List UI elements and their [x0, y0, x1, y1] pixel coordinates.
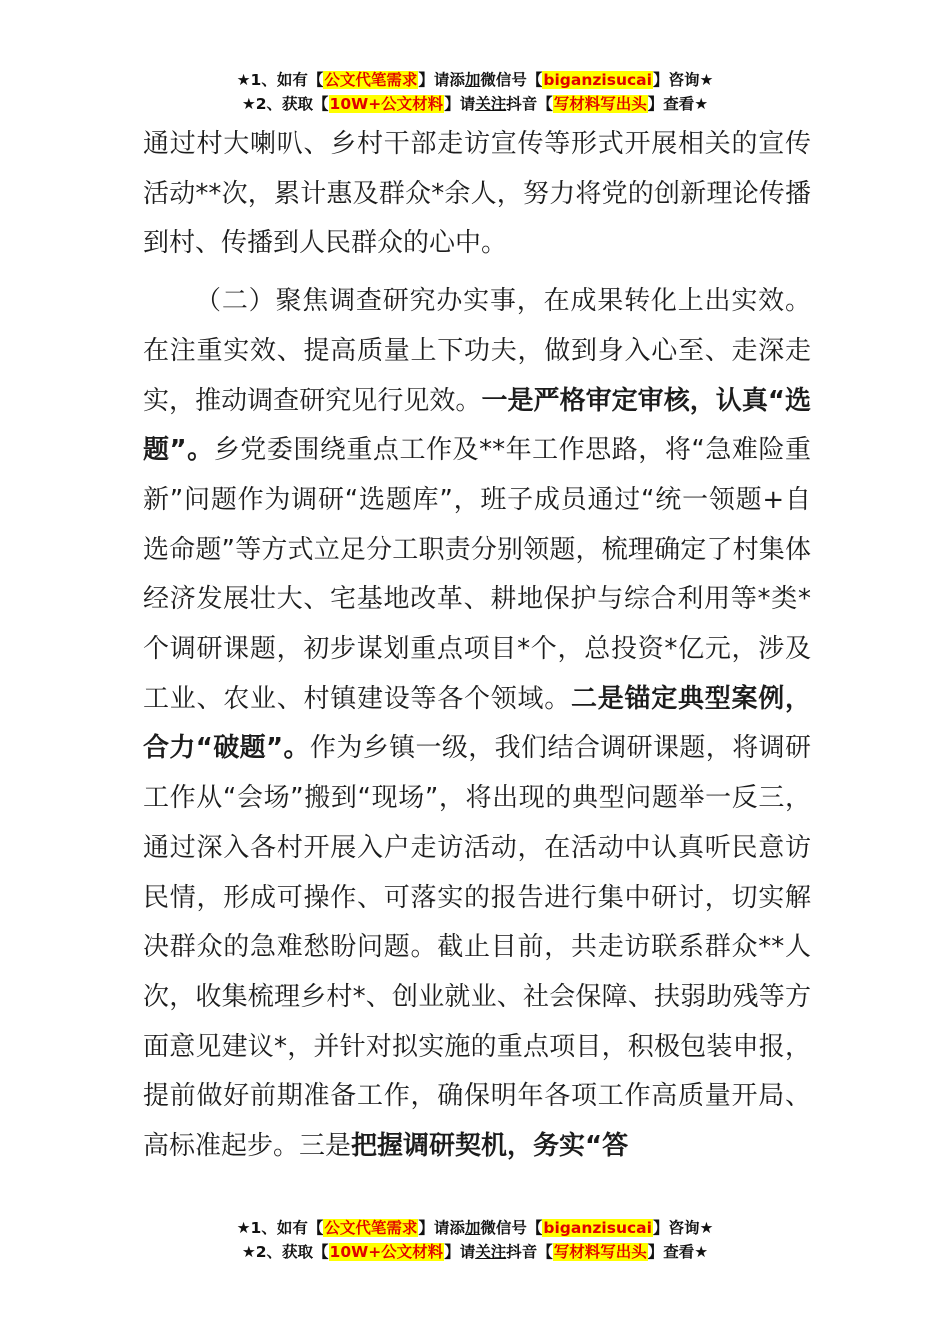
banner-text: 微信号【: [480, 1219, 543, 1237]
highlight-service: 公文代笔需求: [324, 71, 418, 89]
banner-line-1: [0, 68, 950, 92]
paragraph-text: 作为乡镇一级，我们结合调研课题，将调研工作从“会场”搬到“现场”，将出现的典型问题举一反三，通过深入各村开展入户走访活动，在活动中认真听民意访民情，形成可操作、可落实的报告进行集中研讨，切实解决群众的急难愁盼问题。截止目前，共走访联系群众**人次，收集梳理乡村*、创业就业、社会保障、扶弱助残等方面意见建议*，并针对拟实施的重点项目，积极包装申报，提前做好前期准备工作，确保明年各项工作高质量开局、高标准起步。: [143, 733, 811, 1162]
highlight-materials: 10W+公文材料: [329, 95, 444, 113]
highlight-douyin: 写材料写出头: [553, 95, 647, 113]
paragraph-text: 三是: [299, 1131, 352, 1162]
highlight-materials: 10W+公文材料: [329, 1243, 444, 1261]
banner-text: 】请添: [418, 71, 465, 89]
banner-text: 】咨询★: [652, 71, 714, 89]
banner-underlined-text: 加: [464, 1219, 481, 1237]
banner-text: ★1、如有【: [236, 71, 324, 89]
banner-text: ★2、获取【: [241, 1243, 329, 1261]
banner-text: 】查看★: [647, 95, 709, 113]
banner-text: 抖音【: [506, 95, 553, 113]
banner-text: 】请: [444, 1243, 476, 1261]
banner-line-1: [0, 1216, 950, 1240]
banner-text: 】查看★: [647, 1243, 709, 1261]
bold-heading: 把握调研契机，务实“答: [351, 1131, 629, 1162]
highlight-service: 公文代笔需求: [324, 1219, 418, 1237]
document-body: [143, 120, 811, 1172]
paragraph-text: （二）聚焦调查研究办实事，在成果转化上出实效。在注重实效、提高质量上下功夫，做到身入心至、走深走实，推动调查研究见行见效。: [143, 286, 811, 416]
highlight-wechat-id: biganzisucai: [543, 71, 652, 89]
banner-text: 】咨询★: [652, 1219, 714, 1237]
paragraph-text: 乡党委围绕重点工作及**年工作思路，将“急难险重新”问题作为调研“选题库”，班子成员通过“统一领题+自选命题”等方式立足分工职责分别领题，梳理确定了村集体经济发展壮大、宅基地改革、耕地保护与综合利用等*类*个调研课题，初步谋划重点项目*个，总投资*亿元，涉及工业、农业、村镇建设等各个领域。: [143, 435, 811, 714]
banner-line-2: [0, 92, 950, 116]
banner-text: ★1、如有【: [236, 1219, 324, 1237]
bold-heading: 一是严格审定审核，认真“选题”。: [143, 385, 811, 466]
banner-text: ★2、获取【: [241, 95, 329, 113]
bold-heading: 二是锚定典型案例，合力“破题”。: [143, 683, 811, 764]
highlight-wechat-id: biganzisucai: [543, 1219, 652, 1237]
banner-underlined-text: 加: [464, 71, 481, 89]
paragraph-1: 通过村大喇叭、乡村干部走访宣传等形式开展相关的宣传活动**次，累计惠及群众*余人，努力将党的创新理论传播到村、传播到人民群众的心中。: [143, 129, 811, 259]
banner-line-2: [0, 1240, 950, 1264]
header-banner: [0, 68, 950, 116]
banner-text: 】请: [444, 95, 476, 113]
banner-underlined-text: 关注: [475, 1243, 507, 1261]
banner-text: 微信号【: [480, 71, 543, 89]
footer-banner: [0, 1216, 950, 1264]
highlight-douyin: 写材料写出头: [553, 1243, 647, 1261]
banner-text: 抖音【: [506, 1243, 553, 1261]
paragraph-2: [143, 277, 811, 1172]
banner-underlined-text: 关注: [475, 95, 507, 113]
banner-text: 】请添: [418, 1219, 465, 1237]
